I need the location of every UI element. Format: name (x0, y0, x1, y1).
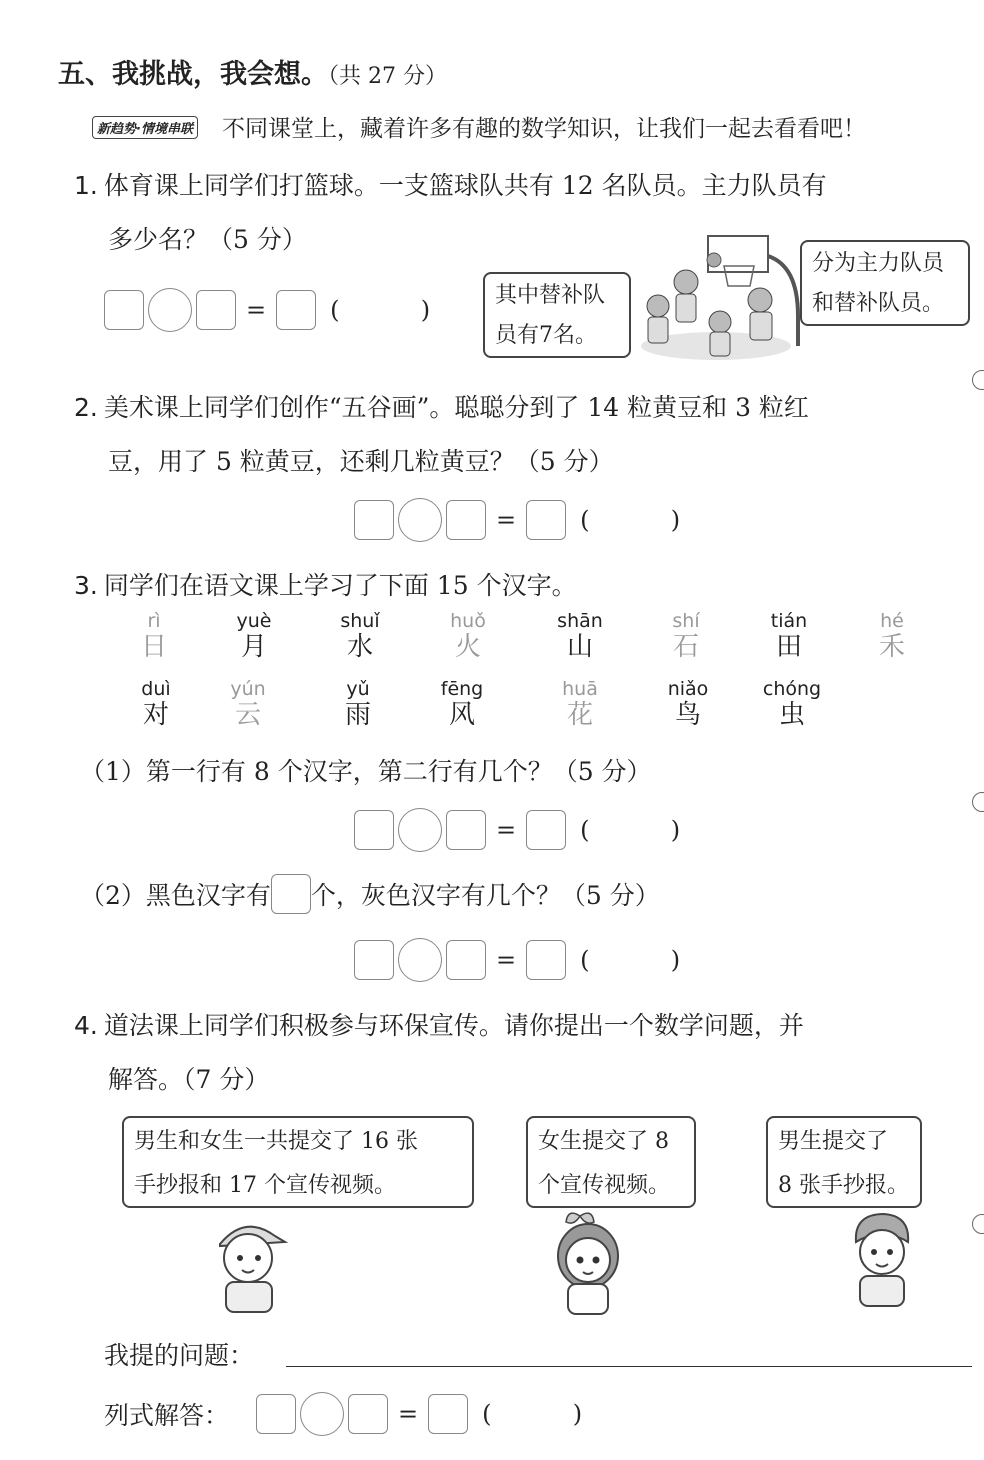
q3-text: 同学们在语文课上学习了下面 15 个汉字。 (103, 571, 577, 600)
hanzi: 月 (240, 632, 267, 662)
section-score: （共 27 分） (328, 64, 447, 89)
q1-equation (104, 288, 430, 332)
answer-box[interactable] (354, 810, 394, 850)
q2-text-line2: 豆，用了 5 粒黄豆，还剩几粒黄豆？（5 分） (108, 447, 614, 476)
binding-hole-mark (972, 792, 984, 812)
q3-line (74, 566, 577, 602)
bubble-line: 8 张手抄报。 (778, 1173, 909, 1198)
unit-parens[interactable]: ( ) (580, 946, 681, 974)
hanzi: 鸟 (674, 700, 701, 730)
binding-hole-mark (972, 1214, 984, 1234)
pinyin: niǎo (667, 678, 709, 700)
hanzi: 山 (566, 632, 593, 662)
q2-line1 (74, 388, 809, 424)
answer-box[interactable] (446, 810, 486, 850)
hanzi: 花 (566, 700, 593, 730)
character-cell (857, 610, 927, 662)
boy-illustration (840, 1206, 920, 1310)
q3-sub1: （1）第一行有 8 个汉字，第二行有几个？（5 分） (80, 757, 652, 786)
bubble-line: 男生和女生一共提交了 16 张 (134, 1129, 418, 1154)
hanzi: 云 (234, 700, 261, 730)
q2-equation (354, 498, 680, 542)
answer-box[interactable] (104, 290, 144, 330)
q3-sub1-equation (354, 808, 680, 852)
hanzi: 田 (775, 632, 802, 662)
equals-sign: = (246, 296, 267, 324)
character-cell (545, 610, 615, 662)
unit-parens[interactable]: ( ) (580, 816, 681, 844)
q3-sub2-part1: （2）黑色汉字有 (80, 881, 271, 910)
girl-with-bow-illustration (540, 1206, 640, 1316)
q1-number: 1. (74, 171, 98, 200)
operator-circle[interactable] (398, 938, 442, 982)
character-cell (433, 610, 503, 662)
pinyin: duì (141, 678, 171, 700)
question-write-line[interactable] (286, 1366, 972, 1367)
q2-text-line1: 美术课上同学们创作“五谷画”。聪聪分到了 14 粒黄豆和 3 粒红 (103, 393, 809, 422)
hanzi: 禾 (878, 632, 905, 662)
character-cell (653, 678, 723, 730)
bubble-line: 手抄报和 17 个宣传视频。 (134, 1173, 396, 1198)
pinyin: huā (562, 678, 598, 700)
q4-equation (256, 1392, 582, 1436)
answer-box[interactable] (196, 290, 236, 330)
black-count-box[interactable] (271, 874, 311, 914)
bubble-line: 和替补队员。 (812, 291, 945, 316)
pinyin: fēng (440, 678, 484, 700)
character-cell (119, 610, 189, 662)
q4-text-line1: 道法课上同学们积极参与环保宣传。请你提出一个数学问题，并 (103, 1011, 804, 1040)
unit-parens[interactable]: ( ) (482, 1400, 583, 1428)
q3-sub2-equation (354, 938, 680, 982)
intro-text: 不同课堂上，藏着许多有趣的数学知识，让我们一起去看看吧！ (222, 116, 866, 142)
equals-sign: = (496, 946, 517, 974)
pinyin: shí (672, 610, 700, 632)
q3-number: 3. (74, 571, 98, 600)
pinyin: rì (147, 610, 161, 632)
answer-box[interactable] (348, 1394, 388, 1434)
bubble-line: 男生提交了 (778, 1129, 889, 1154)
section-title-text: 五、我挑战，我会想。 (58, 59, 328, 90)
hanzi: 对 (142, 700, 169, 730)
equals-sign: = (496, 816, 517, 844)
situation-tag: 新趋势·情境串联 (92, 116, 198, 139)
result-box[interactable] (276, 290, 316, 330)
answer-box[interactable] (446, 940, 486, 980)
equals-sign: = (398, 1400, 419, 1428)
pinyin: shuǐ (340, 610, 380, 632)
q3-sub2-part2: 个，灰色汉字有几个？（5 分） (310, 881, 660, 910)
character-cell (754, 610, 824, 662)
speech-bubble-total (122, 1116, 474, 1208)
character-cell (545, 678, 615, 730)
q1-text-line2: 多少名？（5 分） (108, 225, 307, 254)
bubble-line: 其中替补队 (495, 283, 606, 308)
answer-label: 列式解答： (104, 1401, 230, 1430)
hanzi: 雨 (344, 700, 371, 730)
character-cell (651, 610, 721, 662)
speech-bubble-girls (526, 1116, 696, 1208)
q4-line1 (74, 1006, 804, 1042)
character-cell (427, 678, 497, 730)
pinyin: yún (230, 678, 266, 700)
q1-text-line1: 体育课上同学们打篮球。一支篮球队共有 12 名队员。主力队员有 (103, 171, 827, 200)
result-box[interactable] (526, 810, 566, 850)
q3-sub2 (80, 874, 660, 914)
character-cell (325, 610, 395, 662)
operator-circle[interactable] (148, 288, 192, 332)
pinyin: yuè (236, 610, 272, 632)
hanzi: 虫 (778, 700, 805, 730)
pinyin: tián (770, 610, 808, 632)
bubble-line: 女生提交了 8 (538, 1129, 669, 1154)
bubble-line: 分为主力队员 (812, 251, 945, 276)
bubble-line: 员有7名。 (495, 323, 597, 348)
speech-bubble-substitutes (483, 272, 631, 358)
q1-line1 (74, 166, 827, 202)
result-box[interactable] (428, 1394, 468, 1434)
character-cell (219, 610, 289, 662)
answer-box[interactable] (446, 500, 486, 540)
operator-circle[interactable] (398, 498, 442, 542)
q4-number: 4. (74, 1011, 98, 1040)
answer-box[interactable] (354, 940, 394, 980)
operator-circle[interactable] (398, 808, 442, 852)
question-label: 我提的问题： (104, 1341, 255, 1370)
pinyin: huǒ (450, 610, 486, 632)
answer-box[interactable] (354, 500, 394, 540)
hanzi: 风 (448, 700, 475, 730)
result-box[interactable] (526, 500, 566, 540)
q2-number: 2. (74, 393, 98, 422)
unit-parens[interactable]: ( ) (580, 506, 681, 534)
basketball-players-illustration (636, 226, 806, 366)
answer-box[interactable] (256, 1394, 296, 1434)
operator-circle[interactable] (300, 1392, 344, 1436)
hanzi: 石 (672, 632, 699, 662)
q4-text-line2: 解答。（7 分） (108, 1065, 270, 1094)
pinyin: hé (880, 610, 904, 632)
unit-parens[interactable]: ( ) (330, 296, 431, 324)
section-title (58, 52, 447, 91)
pinyin: shān (557, 610, 603, 632)
equals-sign: = (496, 506, 517, 534)
hanzi: 火 (454, 632, 481, 662)
pinyin: chóng (762, 678, 822, 700)
character-cell (121, 678, 191, 730)
pinyin: yǔ (346, 678, 370, 700)
result-box[interactable] (526, 940, 566, 980)
speech-bubble-boys (766, 1116, 922, 1208)
boy-with-cap-illustration (200, 1206, 300, 1316)
character-cell (213, 678, 283, 730)
binding-hole-mark (972, 370, 984, 390)
character-cell (323, 678, 393, 730)
speech-bubble-split (800, 240, 970, 326)
hanzi: 日 (140, 632, 167, 662)
bubble-line: 个宣传视频。 (538, 1173, 671, 1198)
character-cell (757, 678, 827, 730)
hanzi: 水 (346, 632, 373, 662)
